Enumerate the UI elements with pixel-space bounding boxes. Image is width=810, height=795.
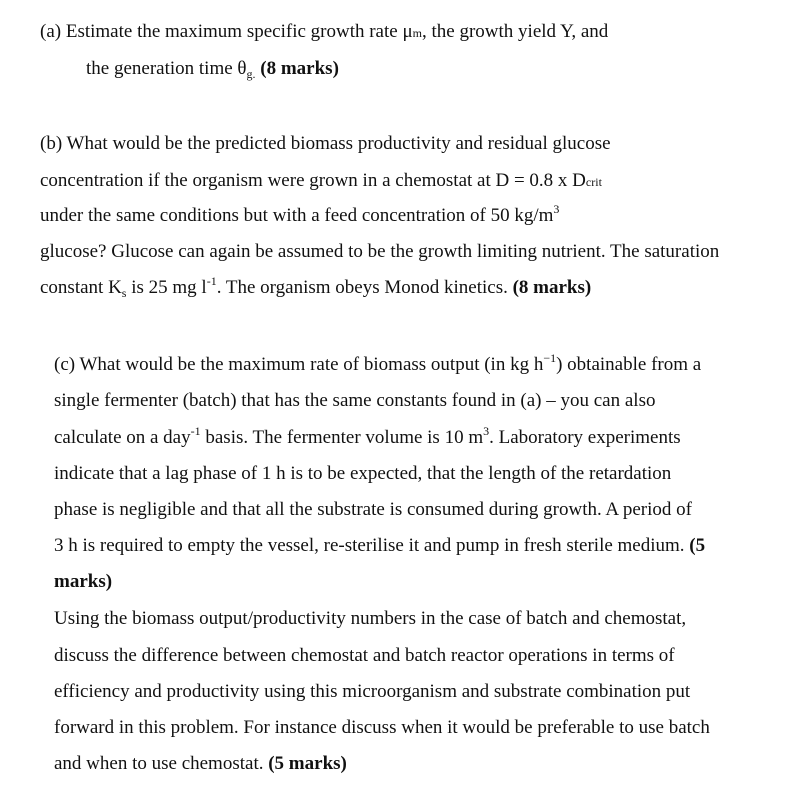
part-c-line-3 [54,424,681,449]
part-b-line-4 [40,241,719,263]
part-a-text-2: the generation time θ [86,58,247,79]
part-b-text-5b: is 25 mg l [126,277,207,298]
part-c-text-6: 3 h is required to empty the vessel, re-sterilise it and pump in fresh sterile medium. [54,535,690,556]
part-c-line-7 [54,571,112,593]
part-b-line-3 [40,202,560,227]
part-c-final-marks: (5 marks) [268,753,347,774]
part-c-text-5: phase is negligible and that all the substrate is consumed during growth. A period of [54,499,692,520]
part-a-text-1-rest: , the growth yield Y, and [422,21,609,42]
part-c-line-4 [54,463,671,485]
part-c-line-5 [54,499,692,521]
part-c-line-2 [54,390,655,412]
mu-subscript: m [412,26,422,40]
part-a-text-1: (a) Estimate the maximum specific growth rate μ [40,21,413,42]
part-c-line-8 [54,608,686,630]
volume-superscript: 3 [483,424,490,438]
part-c-text-10: efficiency and productivity using this microorganism and substrate combination put [54,681,691,702]
part-c-marks-start: (5 [689,535,706,556]
part-b-text-3: under the same conditions but with a feed concentration of 50 kg/m [40,205,554,226]
part-b-marks: (8 marks) [512,277,592,298]
part-b-text-4: glucose? Glucose can again be assumed to be the growth limiting nutrient. The saturation [40,241,720,262]
part-c-text-8: Using the biomass output/productivity numbers in the case of batch and chemostat, [54,608,687,629]
part-a-line-2 [86,58,339,80]
part-b-line-2 [40,170,602,193]
ks-subscript: s [121,286,127,300]
part-a-marks: (8 marks) [255,58,339,79]
part-c-text-3a: calculate on a day [54,427,191,448]
part-c-line-1 [54,351,702,376]
cubic-superscript: 3 [553,202,560,216]
part-c-text-4: indicate that a lag phase of 1 h is to be expected, that the length of the retardation [54,463,672,484]
per-day-superscript: -1 [190,424,201,438]
part-c-text-1a: (c) What would be the maximum rate of biomass output (in kg h [54,354,544,375]
part-c-marks-end: marks) [54,571,113,592]
dcrit-subscript: crit [585,175,602,189]
part-b-text-1: (b) What would be the predicted biomass productivity and residual glucose [40,133,611,154]
part-b-text-5c: . The organism obeys Monod kinetics. [216,277,513,298]
part-c-text-3c: . Laboratory experiments [489,427,681,448]
part-c-line-6 [54,535,705,557]
per-hour-superscript: −1 [543,351,557,365]
part-b-line-1 [40,133,611,155]
theta-subscript: g. [246,67,256,81]
part-a-line-1 [40,21,608,44]
per-litre-superscript: -1 [206,274,217,288]
part-c-line-12 [54,753,347,775]
part-b-line-5 [40,274,592,300]
part-c-text-3b: basis. The fermenter volume is 10 m [200,427,484,448]
part-c-text-12: and when to use chemostat. [54,753,269,774]
part-c-text-11: forward in this problem. For instance discuss when it would be preferable to use batch [54,717,710,738]
part-c-line-11 [54,717,710,739]
part-c-line-10 [54,681,690,703]
part-c-text-9: discuss the difference between chemostat and batch reactor operations in terms of [54,645,675,666]
part-b-text-5a: constant K [40,277,122,298]
part-c-line-9 [54,645,675,667]
part-c-text-2: single fermenter (batch) that has the same constants found in (a) – you can also [54,390,656,411]
part-b-text-2: concentration if the organism were grown in a chemostat at D = 0.8 x D [40,170,586,191]
part-c-text-1b: ) obtainable from a [556,354,702,375]
